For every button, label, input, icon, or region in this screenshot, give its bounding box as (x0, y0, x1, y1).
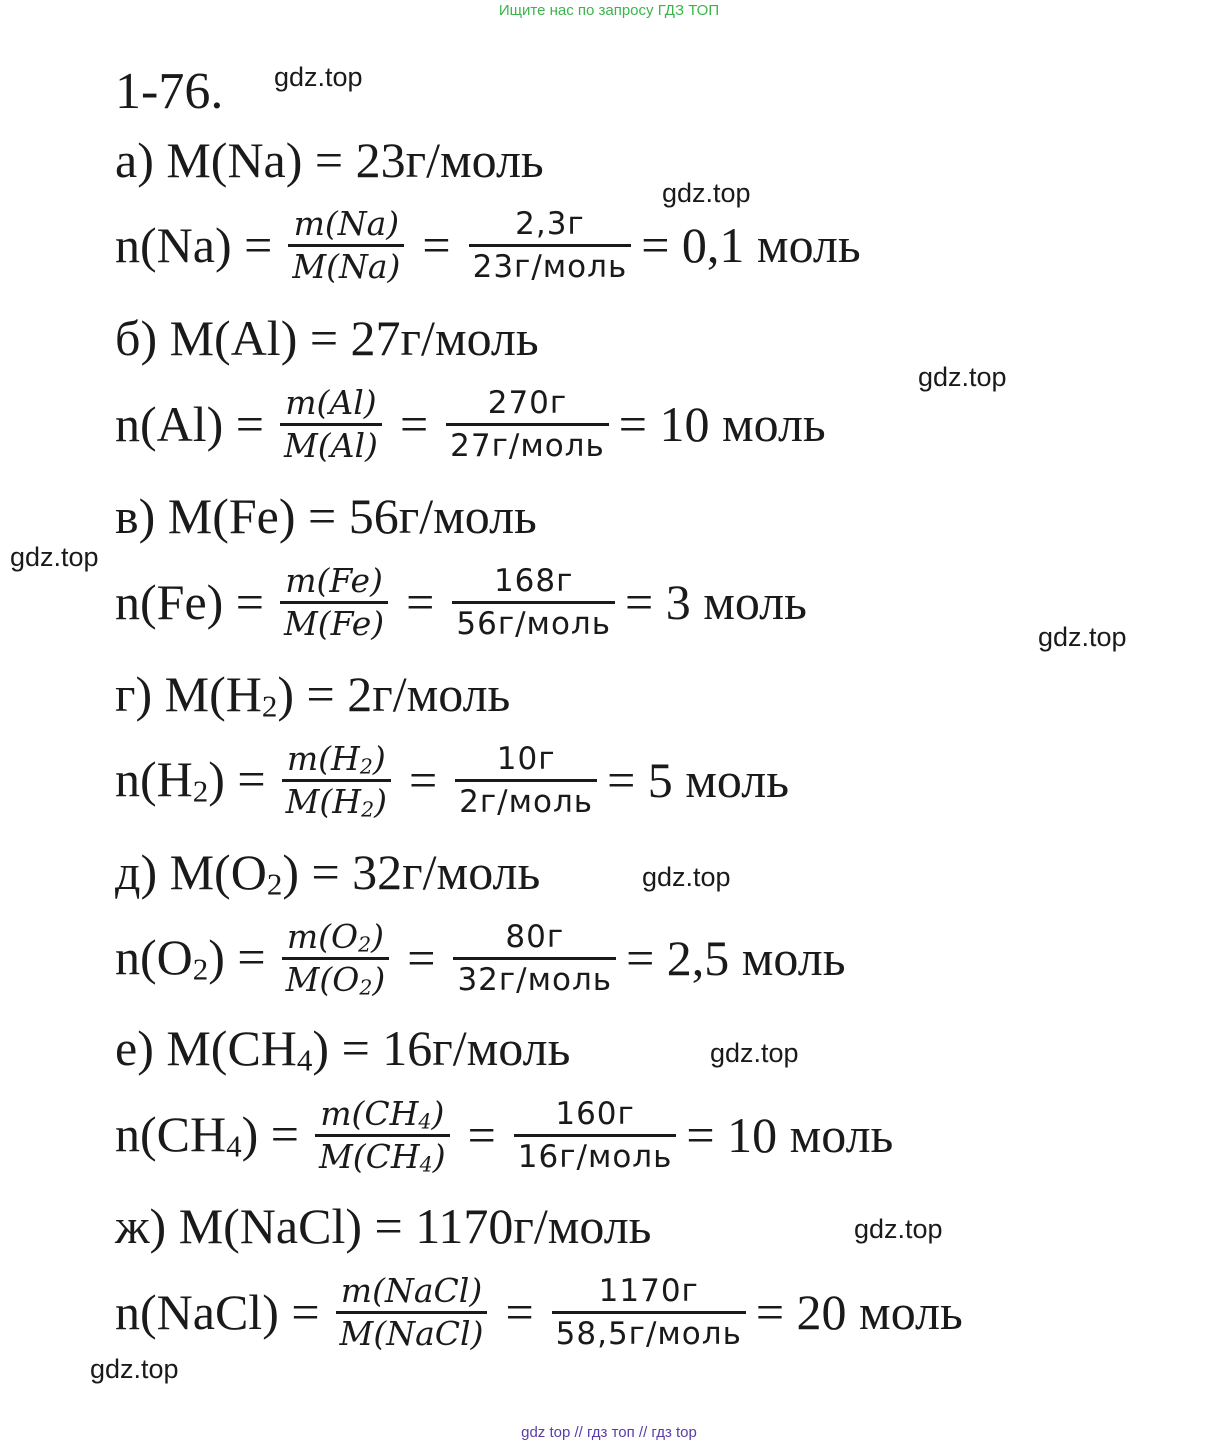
amount-lhs: $n(O_2)$ = (115, 929, 266, 987)
formula-fraction (280, 561, 388, 644)
amount-line-e (115, 908, 846, 1008)
amount-lhs: $n(CH_4)$ = (115, 1106, 299, 1164)
fraction-numerator: 10г (496, 740, 556, 777)
watermark: gdz.top (918, 362, 1007, 392)
fraction-denominator: 23г/моль (472, 248, 628, 285)
value-fraction (552, 1271, 746, 1354)
top-banner[interactable]: Ищите нас по запросу ГДЗ ТОП (498, 2, 720, 19)
fraction-numerator: 160г (555, 1095, 635, 1132)
value-fraction (469, 204, 632, 287)
amount-result: = 10 моль (618, 396, 826, 452)
value-fraction (514, 1094, 677, 1177)
watermark: gdz.top (710, 1038, 799, 1068)
equals-sign: = (467, 1107, 496, 1163)
formula-fraction (282, 917, 390, 1000)
footer-links[interactable]: gdz top // гдз топ // гдз top (521, 1424, 697, 1441)
amount-line-f (115, 1085, 893, 1185)
fraction-denominator: M(NaCl) (339, 1313, 484, 1353)
fraction-denominator: $M(H_2)$ (285, 781, 387, 822)
formula-fraction (288, 204, 404, 287)
fraction-numerator: m(Fe) (285, 560, 383, 600)
fraction-numerator: $m(H_2)$ (286, 738, 386, 779)
molar-mass-line-g: ж) M(NaCl) = 1170г/моль (115, 1198, 652, 1254)
fraction-numerator: 270г (487, 384, 568, 421)
problem-number: 1-76. (115, 63, 224, 120)
molar-mass-line-f: е) $M(CH_4)$ = 16г/моль (115, 1020, 571, 1078)
watermark: gdz.top (274, 62, 363, 92)
fraction-denominator: 32г/моль (457, 961, 613, 998)
amount-line-c (115, 552, 807, 652)
fraction-denominator: $M(CH_4)$ (318, 1136, 446, 1177)
molar-mass-line-e: д) $M(O_2)$ = 32г/моль (115, 844, 541, 902)
value-fraction (453, 917, 616, 1000)
amount-result: = 20 моль (755, 1284, 963, 1340)
equals-sign: = (406, 574, 435, 630)
equals-sign: = (408, 752, 438, 808)
amount-lhs: n(NaCl) = (115, 1284, 320, 1340)
equals-sign: = (407, 930, 436, 986)
formula-fraction (280, 383, 382, 466)
watermark: gdz.top (642, 862, 731, 892)
amount-result: = 5 моль (607, 752, 790, 808)
watermark: gdz.top (854, 1214, 943, 1244)
amount-line-a (115, 195, 861, 295)
equals-sign: = (399, 396, 429, 452)
fraction-denominator: 58,5г/моль (555, 1315, 742, 1352)
amount-lhs: $n(H_2)$ = (115, 751, 266, 809)
equals-sign: = (422, 217, 451, 273)
fraction-numerator: $m(O_2)$ (286, 916, 384, 957)
fraction-numerator: m(NaCl) (340, 1270, 483, 1310)
fraction-numerator: 2,3г (515, 205, 585, 242)
value-fraction (446, 383, 609, 466)
amount-line-b (115, 374, 826, 474)
fraction-numerator: m(Al) (285, 382, 377, 422)
watermark: gdz.top (90, 1354, 179, 1384)
fraction-denominator: M(Fe) (284, 603, 385, 643)
formula-fraction (336, 1271, 488, 1354)
fraction-numerator: 168г (493, 562, 574, 599)
amount-lhs: n(Fe) = (115, 574, 264, 630)
amount-lhs: n(Na) = (115, 217, 273, 273)
fraction-denominator: M(Al) (284, 425, 378, 465)
amount-line-d (115, 730, 789, 830)
fraction-denominator: 16г/моль (517, 1138, 673, 1175)
watermark: gdz.top (10, 542, 99, 572)
fraction-denominator: 56г/моль (456, 605, 611, 642)
formula-fraction (315, 1094, 450, 1177)
amount-result: = 0,1 моль (641, 217, 861, 273)
amount-result: = 3 моль (625, 574, 807, 630)
fraction-numerator: 1170г (598, 1272, 699, 1309)
amount-lhs: n(Al) = (115, 396, 264, 452)
fraction-numerator: 80г (505, 918, 565, 955)
formula-fraction (282, 739, 391, 822)
molar-mass-line-a: а) M(Na) = 23г/моль (115, 132, 544, 188)
amount-line-g (115, 1262, 963, 1362)
equals-sign: = (505, 1284, 534, 1340)
molar-mass-line-c: в) M(Fe) = 56г/моль (115, 488, 537, 544)
fraction-numerator: m(Na) (293, 203, 400, 243)
fraction-denominator: $M(O_2)$ (285, 959, 386, 1000)
watermark: gdz.top (662, 178, 751, 208)
fraction-denominator: 27г/моль (450, 427, 605, 464)
fraction-numerator: $m(CH_4)$ (320, 1093, 445, 1134)
molar-mass-line-d: г) $M(H_2)$ = 2г/моль (115, 666, 511, 724)
fraction-denominator: M(Na) (292, 246, 401, 286)
amount-result: = 10 моль (686, 1107, 894, 1163)
value-fraction (452, 561, 615, 644)
fraction-denominator: 2г/моль (459, 783, 594, 820)
watermark: gdz.top (1038, 622, 1127, 652)
molar-mass-line-b: б) M(Al) = 27г/моль (115, 310, 539, 366)
value-fraction (455, 739, 597, 822)
amount-result: = 2,5 моль (626, 930, 846, 986)
